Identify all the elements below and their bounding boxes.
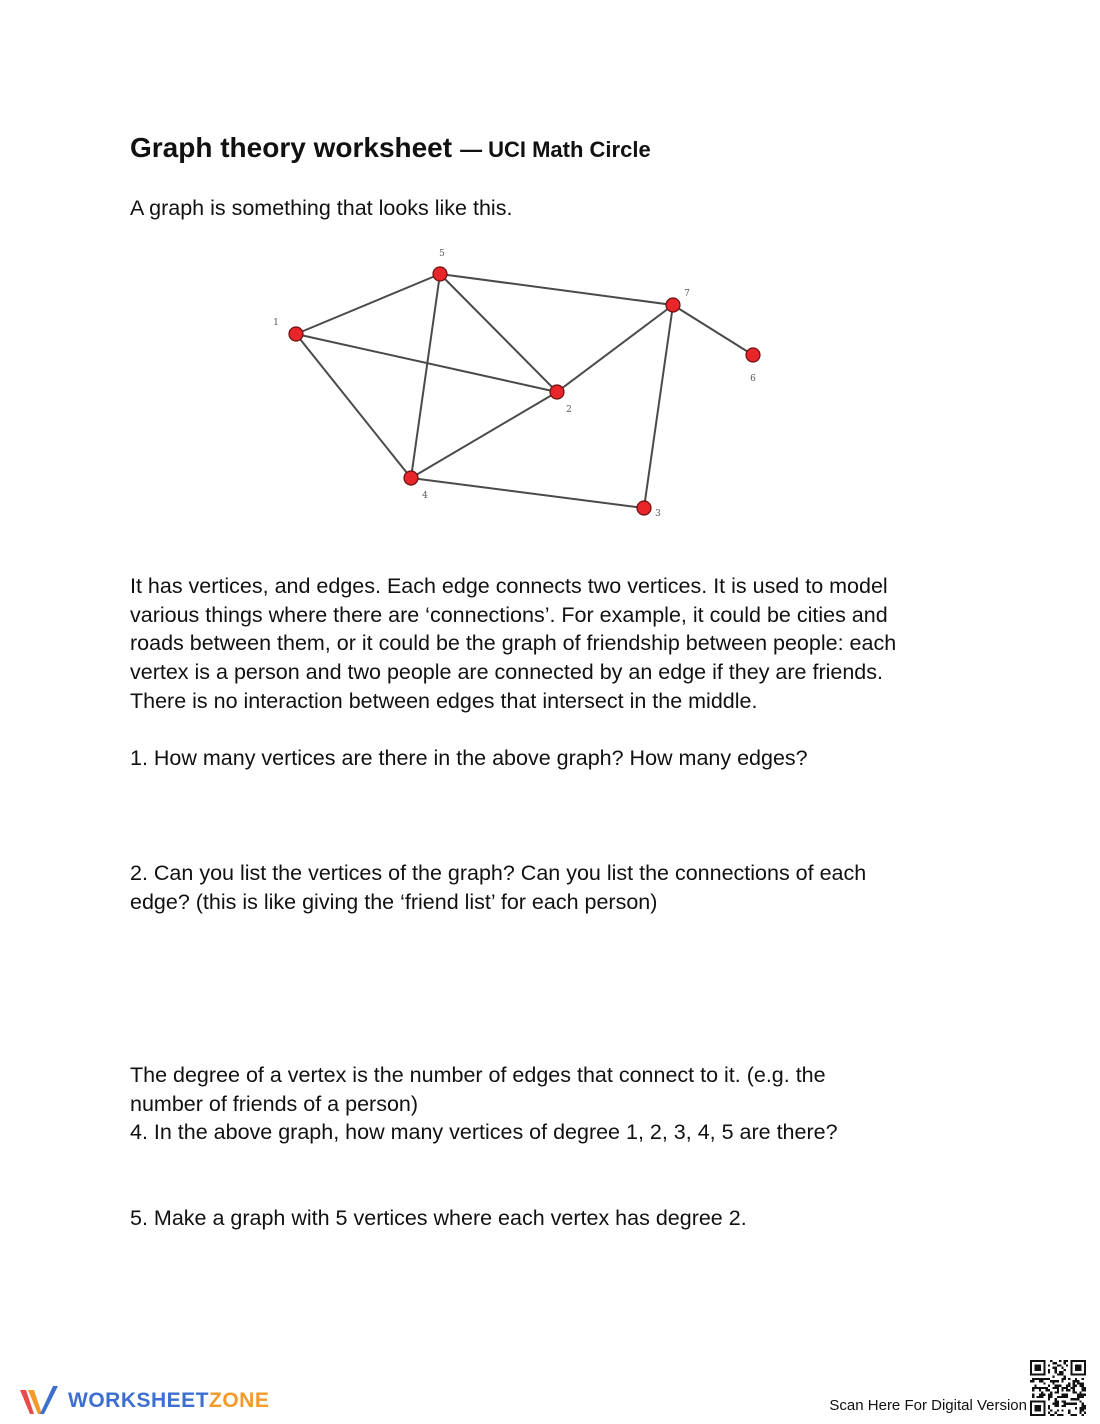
degree-definition-line: number of friends of a person) [130,1091,419,1116]
description-line: roads between them, or it could be the graph of friendship between people: each [130,631,897,656]
graph-description [130,572,896,716]
graph-vertex-5 [433,267,447,281]
description-line: various things where there are ‘connections’. For example, it could be cities and [130,602,888,627]
question-2-line: 2. Can you list the vertices of the graph? Can you list the connections of each [130,861,867,885]
qr-code-icon[interactable] [1030,1360,1086,1416]
question-2 [130,859,866,916]
graph-edge-2-7 [557,305,673,392]
description-line: There is no interaction between edges that intersect in the middle. [130,688,758,713]
graph-edge-7-6 [673,305,753,355]
degree-definition-line: The degree of a vertex is the number of edges that connect to it. (e.g. the [130,1063,826,1087]
graph-edge-5-4 [411,274,440,478]
graph-edge-7-3 [644,305,673,508]
question-1: 1. How many vertices are there in the above graph? How many edges? [130,746,808,770]
logo-wordmark [68,1389,269,1413]
graph-vertex-6 [746,348,760,362]
graph-vertex-label-1: 1 [273,318,279,328]
worksheetzone-logo[interactable] [18,1380,278,1424]
graph-vertex-3 [637,501,651,515]
graph-vertices [289,267,760,515]
question-2-line: edge? (this is like giving the ‘friend list’ for each person) [130,889,658,914]
graph-vertex-label-6: 6 [750,374,756,384]
graph-vertex-label-5: 5 [439,249,445,259]
graph-edge-5-7 [440,274,673,305]
graph-figure [260,240,780,530]
graph-edge-1-5 [296,274,440,334]
worksheet-subtitle: UCI Math Circle [488,137,651,162]
logo-text-worksheet: WORKSHEET [68,1389,209,1412]
description-line: It has vertices, and edges. Each edge connects two vertices. It is used to model [130,574,888,598]
page-title [130,128,651,165]
logo-mark-icon [18,1384,62,1420]
graph-vertex-label-7: 7 [684,289,690,299]
graph-vertex-7 [666,298,680,312]
logo-text-zone: ZONE [209,1389,270,1412]
graph-vertex-label-2: 2 [566,405,572,415]
graph-edges [296,274,753,508]
question-4: 4. In the above graph, how many vertices of degree 1, 2, 3, 4, 5 are there? [130,1120,838,1145]
degree-section [130,1061,838,1147]
description-line: vertex is a person and two people are connected by an edge if they are friends. [130,660,883,685]
graph-vertex-label-4: 4 [422,491,428,501]
title-separator: — [460,137,483,162]
graph-vertex-4 [404,471,418,485]
graph-vertex-1 [289,327,303,341]
scan-label: Scan Here For Digital Version [829,1397,1027,1414]
graph-vertex-label-3: 3 [655,509,661,519]
intro-text: A graph is something that looks like this. [130,196,513,220]
graph-edge-4-3 [411,478,644,508]
worksheet-title: Graph theory worksheet [130,132,453,163]
graph-edge-5-2 [440,274,557,392]
graph-edge-2-4 [411,392,557,478]
graph-vertex-labels [273,249,756,519]
graph-vertex-2 [550,385,564,399]
question-5: 5. Make a graph with 5 vertices where each vertex has degree 2. [130,1206,747,1230]
